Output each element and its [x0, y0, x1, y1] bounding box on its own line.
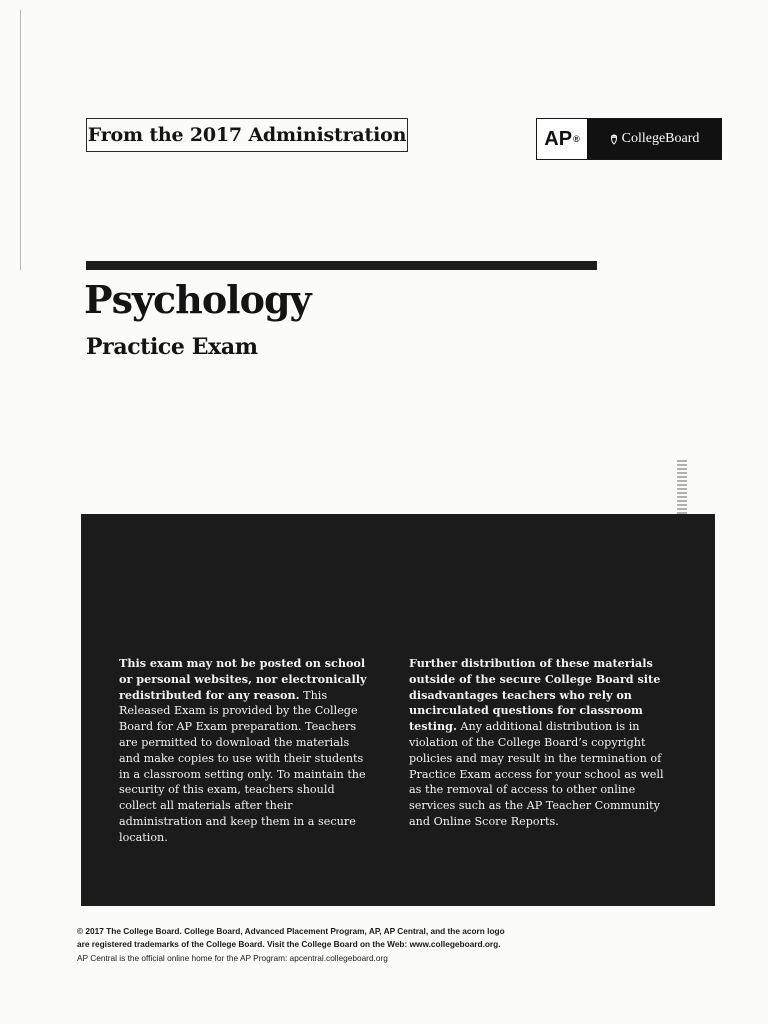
notice-right-text: Any additional distribution is in violation of the College Board’s copyright policies and may result in the termination of Practice Exam access for your school as well as the removal of access to other online services such as the AP Teacher Community and Online Score Reports.: [409, 720, 664, 828]
notice-right-bold: Further distribution of these materials outside of the secure College Board site disadvantages teachers who rely on uncirculated questions for classroom testing.: [409, 656, 661, 734]
ap-central-line: AP Central is the official online home for the AP Program: apcentral.collegeboard.org: [77, 953, 388, 963]
ap-registered-mark: ®: [573, 134, 580, 144]
copyright-line-1: © 2017 The College Board. College Board, Advanced Placement Program, AP, AP Central, and the acorn logo: [77, 926, 505, 936]
notice-left-column: [119, 656, 369, 846]
page-subtitle: Practice Exam: [86, 334, 258, 360]
collegeboard-logo-text: CollegeBoard: [621, 131, 700, 146]
notice-left-text: This Released Exam is provided by the College Board for AP Exam preparation. Teachers are permitted to download the materials and make copies to use with their students in a classroom setting only. To maintain the security of this exam, teachers should collect all materials after their administration and keep them in a secure location.: [119, 688, 366, 844]
acorn-icon: [609, 133, 619, 145]
scan-speckle: [677, 460, 687, 516]
notice-panel: [81, 514, 715, 906]
administration-label: From the 2017 Administration: [86, 118, 408, 152]
copyright-line-2: are registered trademarks of the College Board. Visit the College Board on the Web: www.collegeboard.org.: [77, 939, 501, 949]
notice-right-column: [409, 656, 671, 830]
ap-logo-text: AP: [544, 127, 573, 150]
notice-left-bold: This exam may not be posted on school or personal websites, nor electronically redistributed for any reason.: [119, 656, 367, 702]
ap-logo: [537, 119, 587, 159]
title-rule: [86, 261, 597, 270]
scan-edge-line: [20, 10, 21, 270]
ap-collegeboard-logo: [536, 118, 722, 160]
collegeboard-logo: [587, 119, 721, 159]
footer: [77, 925, 677, 965]
page-title: Psychology: [84, 277, 311, 322]
